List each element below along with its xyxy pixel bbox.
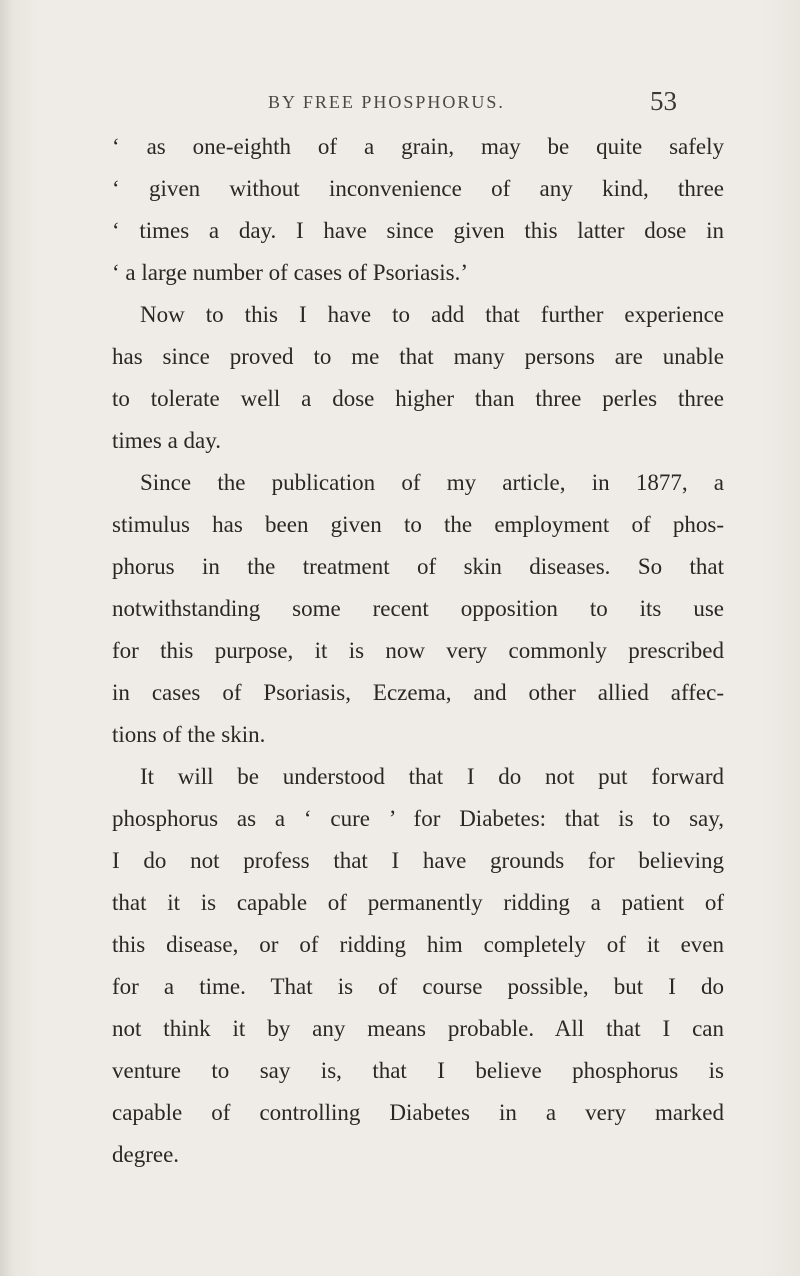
running-head: BY FREE PHOSPHORUS. [268, 92, 505, 112]
body-text [112, 126, 724, 1176]
text-line: notwithstanding some recent opposition to its use [112, 596, 724, 621]
page-number: 53 [650, 86, 677, 116]
text-line: for a time. That is of course possible, but I do [112, 974, 724, 999]
text-line: for this purpose, it is now very commonly prescribed [112, 638, 724, 663]
text-line: phorus in the treatment of skin diseases. So that [112, 554, 724, 579]
text-line: this disease, or of ridding him completely of it even [112, 932, 724, 957]
text-line: I do not profess that I have grounds for believing [112, 848, 724, 873]
text-line: ‘ a large number of cases of Psoriasis.’ [112, 260, 468, 285]
text-line: capable of controlling Diabetes in a very marked [112, 1100, 724, 1125]
text-line: Now to this I have to add that further experience [140, 302, 724, 327]
text-line: times a day. [112, 428, 222, 453]
text-line: in cases of Psoriasis, Eczema, and other allied affec- [112, 680, 724, 705]
text-line: stimulus has been given to the employment of phos- [112, 512, 724, 537]
text-line: degree. [112, 1142, 180, 1167]
text-line: Since the publication of my article, in 1877, a [140, 470, 724, 495]
page-header [0, 86, 800, 126]
text-line: It will be understood that I do not put forward [140, 764, 724, 789]
text-line: has since proved to me that many persons are unable [112, 344, 724, 369]
text-line: tions of the skin. [112, 722, 266, 747]
text-line: not think it by any means probable. All that I can [112, 1016, 724, 1041]
text-line: ‘ times a day. I have since given this latter dose in [112, 218, 724, 243]
text-line: phosphorus as a ‘ cure ’ for Diabetes: that is to say, [112, 806, 724, 831]
text-line: ‘ as one-eighth of a grain, may be quite safely [112, 134, 724, 159]
text-line: that it is capable of permanently ridding a patient of [112, 890, 724, 915]
text-line: to tolerate well a dose higher than three perles three [112, 386, 724, 411]
text-line: venture to say is, that I believe phosphorus is [112, 1058, 724, 1083]
text-line: ‘ given without inconvenience of any kind, three [112, 176, 724, 201]
